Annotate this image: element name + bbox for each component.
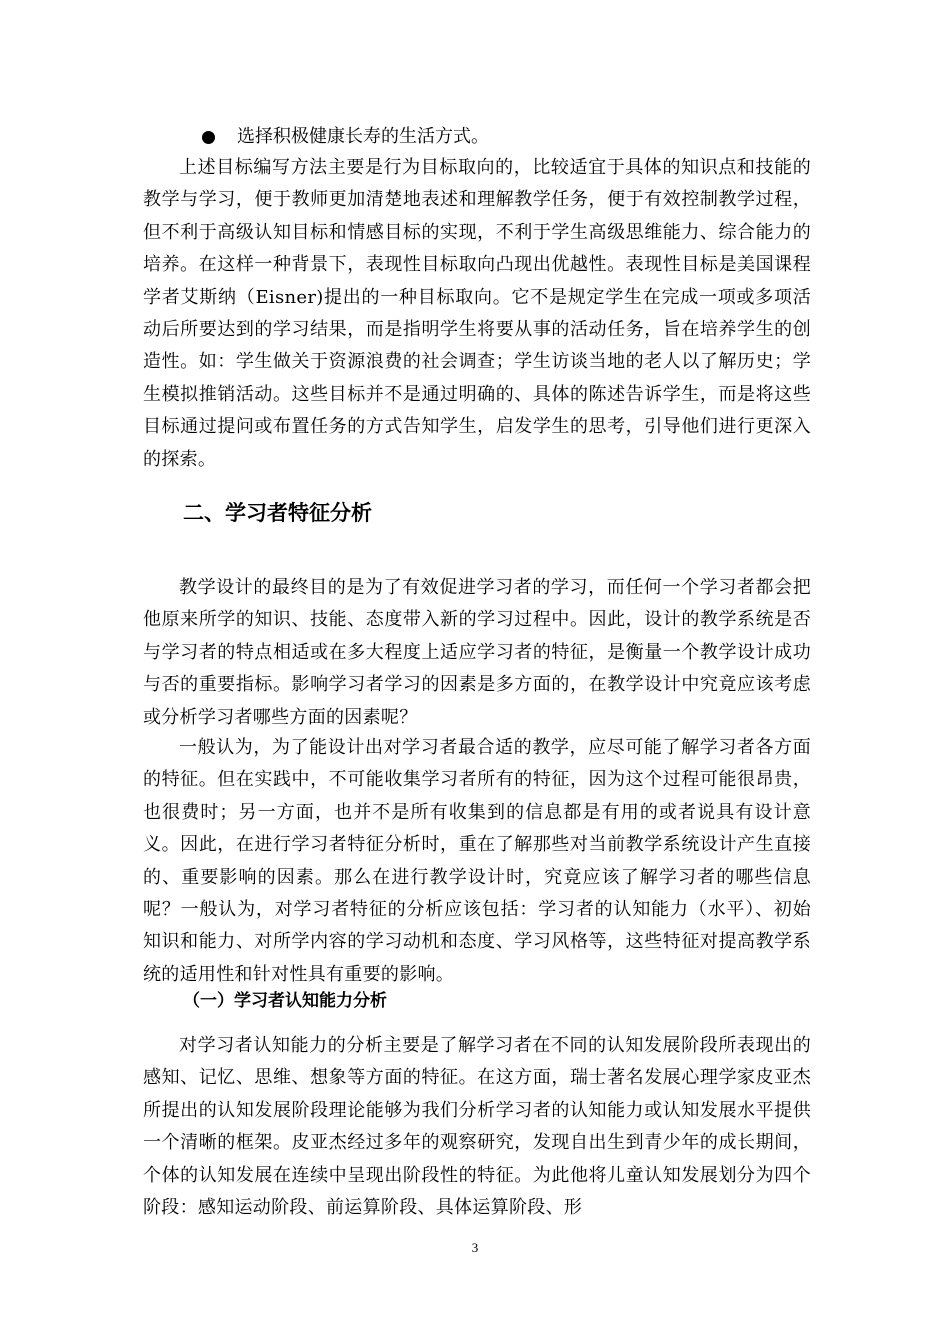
subsection-heading: （一）学习者认知能力分析 xyxy=(183,991,387,1011)
bullet-text: 选择积极健康长寿的生活方式。 xyxy=(237,126,489,147)
section-heading: 二、学习者特征分析 xyxy=(183,501,372,525)
bullet-list-item xyxy=(196,124,489,150)
paragraph-cognitive-ability: 对学习者认知能力的分析主要是了解学习者在不同的认知发展阶段所表现出的感知、记忆、思维、想象等方面的特征。在这方面，瑞士著名发展心理学家皮亚杰所提出的认知发展阶段理论能够为我们分析学习者的认知能力或认知发展水平提供一个清晰的框架。皮亚杰经过多年的观察研究，发现自出生到青少年的成长期间，个体的认知发展在连续中呈现出阶段性的特征。为此他将儿童认知发展划分为四个阶段：感知运动阶段、前运算阶段、具体运算阶段、形 xyxy=(143,1035,811,1219)
paragraph-expressive-goals: 上述目标编写方法主要是行为目标取向的，比较适宜于具体的知识点和技能的教学与学习，便于教师更加清楚地表述和理解教学任务，便于有效控制教学过程，但不利于高级认知目标和情感目标的实现，不利于学生高级思维能力、综合能力的培养。在这样一种背景下，表现性目标取向凸现出优越性。表现性目标是美国课程学者艾斯纳（Eisner)提出的一种目标取向。它不是规定学生在完成一项或多项活动后所要达到的学习结果，而是指明学生将要从事的活动任务，旨在培养学生的创造性。如：学生做关于资源浪费的社会调查；学生访谈当地的老人以了解历史；学生模拟推销活动。这些目标并不是通过明确的、具体的陈述告诉学生，而是将这些目标通过提问或布置任务的方式告知学生，启发学生的思考，引导他们进行更深入的探索。 xyxy=(143,157,811,470)
paragraph-learner-features: 一般认为，为了能设计出对学习者最合适的教学，应尽可能了解学习者各方面的特征。但在实践中，不可能收集学习者所有的特征，因为这个过程可能很昂贵，也很费时；另一方面，也并不是所有收集到的信息都是有用的或者说具有设计意义。因此，在进行学习者特征分析时，重在了解那些对当前教学系统设计产生直接的、重要影响的因素。那么在进行教学设计时，究竟应该了解学习者的哪些信息呢？一般认为，对学习者特征的分析应该包括：学习者的认知能力（水平）、初始知识和能力、对所学内容的学习动机和态度、学习风格等，这些特征对提高教学系统的适用性和针对性具有重要的影响。 xyxy=(143,737,811,985)
page-number: 3 xyxy=(471,1240,479,1255)
bullet-icon xyxy=(202,131,215,144)
paragraph-design-purpose: 教学设计的最终目的是为了有效促进学习者的学习，而任何一个学习者都会把他原来所学的知识、技能、态度带入新的学习过程中。因此，设计的教学系统是否与学习者的特点相适或在多大程度上适应学习者的特征，是衡量一个教学设计成功与否的重要指标。影响学习者学习的因素是多方面的，在教学设计中究竟应该考虑或分析学习者哪些方面的因素呢？ xyxy=(143,577,811,728)
